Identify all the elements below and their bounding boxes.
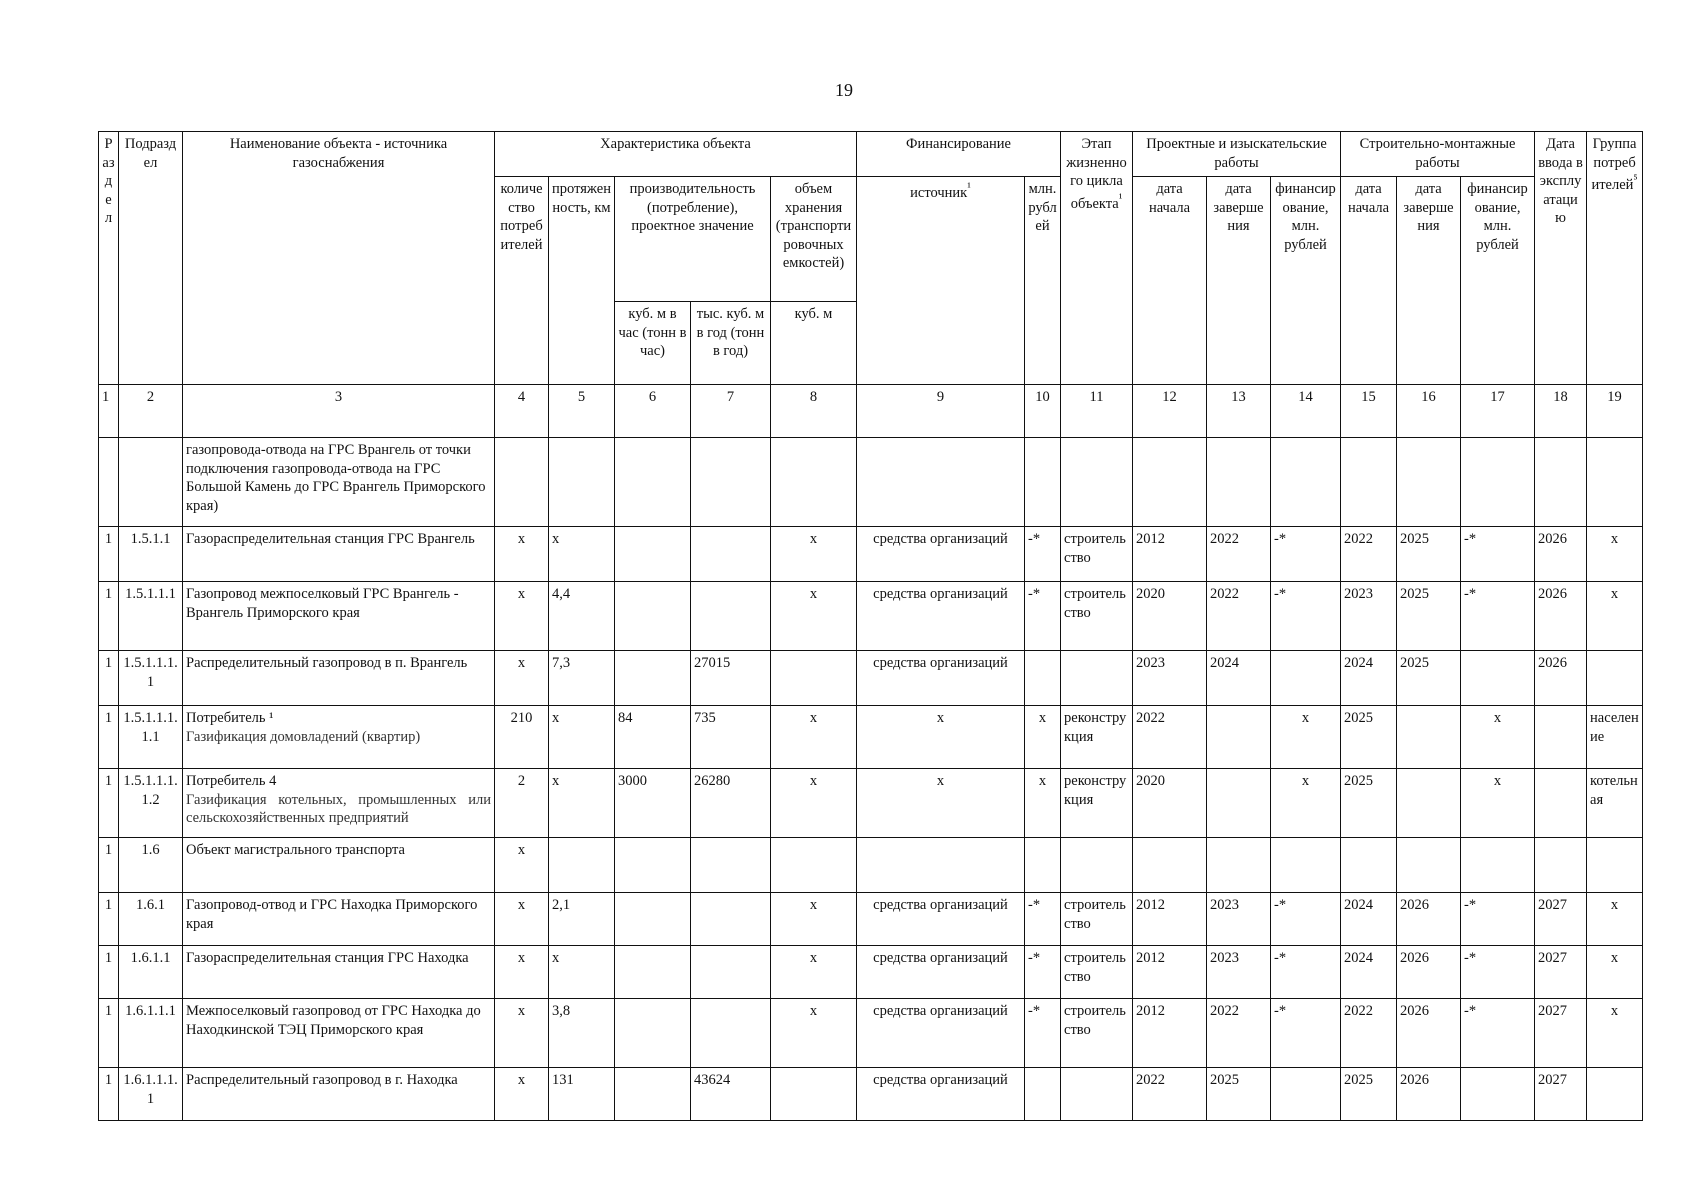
- table-cell-c11: реконструкция: [1061, 769, 1133, 838]
- table-cell-c12: 2020: [1133, 582, 1207, 651]
- table-cell-c11: строительство: [1061, 999, 1133, 1068]
- table-cell-c14: [1271, 438, 1341, 527]
- table-cell-c7: [691, 946, 771, 999]
- table-cell-c8: x: [771, 999, 857, 1068]
- table-cell-c13: 2025: [1207, 1068, 1271, 1121]
- table-cell-c10: x: [1025, 769, 1061, 838]
- table-cell-c1: 1: [99, 838, 119, 893]
- table-cell-c5: 2,1: [549, 893, 615, 946]
- table-cell-c10: [1025, 1068, 1061, 1121]
- header-consumer-count: количество потребителей: [495, 177, 549, 385]
- table-cell-c2: 1.5.1.1.1.1.2: [119, 769, 183, 838]
- table-cell-c8: [771, 438, 857, 527]
- table-cell-c11: строительство: [1061, 582, 1133, 651]
- table-cell-c19: x: [1587, 582, 1643, 651]
- table-cell-c11: строительство: [1061, 946, 1133, 999]
- table-cell-c6: [615, 582, 691, 651]
- object-name: Потребитель ¹: [186, 710, 274, 726]
- table-cell-c8: x: [771, 706, 857, 769]
- table-cell-c7: [691, 999, 771, 1068]
- table-row: [99, 769, 1643, 838]
- column-number: 13: [1207, 385, 1271, 438]
- table-cell-c15: 2022: [1341, 999, 1397, 1068]
- table-cell-c16: 2025: [1397, 527, 1461, 582]
- table-cell-c10: x: [1025, 706, 1061, 769]
- table-cell-c16: 2026: [1397, 893, 1461, 946]
- header-stage: [1061, 132, 1133, 385]
- object-name: Газораспределительная станция ГРС Врангель: [186, 531, 475, 547]
- table-cell-c15: 2025: [1341, 769, 1397, 838]
- table-cell-name: [183, 438, 495, 527]
- table-cell-c8: [771, 1068, 857, 1121]
- table-cell-c13: [1207, 838, 1271, 893]
- table-cell-c17: -*: [1461, 582, 1535, 651]
- table-cell-c12: 2012: [1133, 893, 1207, 946]
- table-cell-c7: [691, 582, 771, 651]
- header-construction-start: дата начала: [1341, 177, 1397, 385]
- table-cell-c15: 2024: [1341, 893, 1397, 946]
- table-cell-c9: [857, 438, 1025, 527]
- column-number: 6: [615, 385, 691, 438]
- column-numbers-row: [99, 385, 1643, 438]
- table-cell-c19: x: [1587, 946, 1643, 999]
- table-cell-c9: средства организаций: [857, 946, 1025, 999]
- column-number: 2: [119, 385, 183, 438]
- table-cell-name: [183, 769, 495, 838]
- table-row: [99, 999, 1643, 1068]
- header-group-mark: ⁵: [1633, 172, 1638, 187]
- object-name: Распределительный газопровод в п. Врангель: [186, 655, 468, 671]
- table-cell-c1: 1: [99, 999, 119, 1068]
- table-cell-name: [183, 651, 495, 706]
- header-razdel: Раздел: [99, 132, 119, 385]
- table-cell-c4: x: [495, 582, 549, 651]
- table-cell-c8: x: [771, 769, 857, 838]
- table-cell-c2: 1.6.1: [119, 893, 183, 946]
- table-cell-c7: [691, 838, 771, 893]
- header-mln-rub: млн. рублей: [1025, 177, 1061, 385]
- table-cell-c5: 3,8: [549, 999, 615, 1068]
- header-storage: объем хранения (транспортировочных емкостей): [771, 177, 857, 302]
- object-name: Межпоселковый газопровод от ГРС Находка до Находкинской ТЭЦ Приморского края: [186, 1003, 481, 1038]
- table-cell-c10: -*: [1025, 527, 1061, 582]
- table-cell-c5: 4,4: [549, 582, 615, 651]
- table-row: [99, 582, 1643, 651]
- header-construction-financing: финансирование, млн. рублей: [1461, 177, 1535, 385]
- table-cell-c2: 1.5.1.1: [119, 527, 183, 582]
- table-cell-c17: [1461, 651, 1535, 706]
- table-row: [99, 838, 1643, 893]
- table-cell-c18: [1535, 438, 1587, 527]
- header-podrazdel: Подраздел: [119, 132, 183, 385]
- header-characteristics: Характеристика объекта: [495, 132, 857, 177]
- table-cell-c5: x: [549, 706, 615, 769]
- table-cell-c17: x: [1461, 706, 1535, 769]
- object-name: Газопровод межпоселковый ГРС Врангель - Врангель Приморского края: [186, 586, 459, 621]
- table-cell-c2: 1.5.1.1.1.1.1: [119, 706, 183, 769]
- table-cell-c18: 2027: [1535, 893, 1587, 946]
- table-cell-c13: 2023: [1207, 946, 1271, 999]
- table-cell-c14: -*: [1271, 999, 1341, 1068]
- table-cell-c11: реконструкция: [1061, 706, 1133, 769]
- table-cell-c1: 1: [99, 946, 119, 999]
- table-cell-c15: 2023: [1341, 582, 1397, 651]
- column-number: 3: [183, 385, 495, 438]
- table-cell-c14: -*: [1271, 946, 1341, 999]
- column-number: 9: [857, 385, 1025, 438]
- table-cell-c4: 210: [495, 706, 549, 769]
- header-source-mark: ¹: [967, 180, 971, 194]
- table-cell-c14: [1271, 651, 1341, 706]
- table-cell-c12: 2022: [1133, 1068, 1207, 1121]
- column-number: 18: [1535, 385, 1587, 438]
- table-cell-c18: 2027: [1535, 999, 1587, 1068]
- table-cell-c13: 2023: [1207, 893, 1271, 946]
- table-cell-c13: 2022: [1207, 999, 1271, 1068]
- table-cell-c7: 26280: [691, 769, 771, 838]
- table-cell-c18: 2026: [1535, 582, 1587, 651]
- table-cell-c16: [1397, 769, 1461, 838]
- table-cell-c16: 2025: [1397, 582, 1461, 651]
- header-group-text: Группа потребителей: [1591, 136, 1637, 193]
- table-cell-c10: -*: [1025, 999, 1061, 1068]
- column-number: 1: [99, 385, 119, 438]
- table-cell-c16: [1397, 706, 1461, 769]
- header-row-1: [99, 132, 1643, 177]
- table-cell-c5: [549, 438, 615, 527]
- table-cell-c4: x: [495, 893, 549, 946]
- table-cell-c5: x: [549, 527, 615, 582]
- table-cell-c4: x: [495, 838, 549, 893]
- table-cell-c2: 1.6.1.1.1.1: [119, 1068, 183, 1121]
- column-number: 10: [1025, 385, 1061, 438]
- table-cell-c7: 43624: [691, 1068, 771, 1121]
- table-cell-c1: 1: [99, 527, 119, 582]
- table-cell-c15: [1341, 838, 1397, 893]
- header-design-works: Проектные и изыскательские работы: [1133, 132, 1341, 177]
- table-cell-c16: 2025: [1397, 651, 1461, 706]
- table-cell-c16: 2026: [1397, 1068, 1461, 1121]
- table-cell-c6: [615, 999, 691, 1068]
- table-cell-c1: 1: [99, 582, 119, 651]
- header-unit-storage: куб. м: [771, 302, 857, 385]
- table-cell-name: [183, 893, 495, 946]
- header-object-name: Наименование объекта - источника газоснабжения: [183, 132, 495, 385]
- object-name: Объект магистрального транспорта: [186, 842, 405, 858]
- object-description: Газификация котельных, промышленных или сельскохозяйственных предприятий: [186, 791, 491, 827]
- table-row: [99, 706, 1643, 769]
- table-cell-c11: [1061, 838, 1133, 893]
- table-cell-c14: -*: [1271, 582, 1341, 651]
- table-cell-c7: [691, 893, 771, 946]
- column-number: 17: [1461, 385, 1535, 438]
- table-cell-c9: средства организаций: [857, 893, 1025, 946]
- table-cell-c9: средства организаций: [857, 651, 1025, 706]
- table-cell-c6: [615, 946, 691, 999]
- column-number: 8: [771, 385, 857, 438]
- table-cell-c2: [119, 438, 183, 527]
- table-cell-c14: [1271, 838, 1341, 893]
- column-number: 4: [495, 385, 549, 438]
- table-cell-c12: 2020: [1133, 769, 1207, 838]
- table-cell-c19: x: [1587, 999, 1643, 1068]
- column-number: 16: [1397, 385, 1461, 438]
- table-cell-c9: [857, 838, 1025, 893]
- column-number: 11: [1061, 385, 1133, 438]
- header-design-financing: финансирование, млн. рублей: [1271, 177, 1341, 385]
- table-cell-c18: [1535, 706, 1587, 769]
- table-cell-c17: -*: [1461, 946, 1535, 999]
- object-name: Потребитель 4: [186, 773, 277, 789]
- table-cell-c19: котельная: [1587, 769, 1643, 838]
- header-construction-finish: дата завершения: [1397, 177, 1461, 385]
- header-productivity: производительность (потребление), проектное значение: [615, 177, 771, 302]
- header-consumer-group: [1587, 132, 1643, 385]
- table-cell-c9: x: [857, 706, 1025, 769]
- table-cell-c13: 2024: [1207, 651, 1271, 706]
- table-cell-c1: [99, 438, 119, 527]
- table-cell-c5: 131: [549, 1068, 615, 1121]
- table-cell-c12: 2012: [1133, 946, 1207, 999]
- table-cell-c8: x: [771, 527, 857, 582]
- table-cell-c17: [1461, 1068, 1535, 1121]
- table-cell-c17: [1461, 438, 1535, 527]
- table-cell-c15: 2025: [1341, 1068, 1397, 1121]
- table-cell-c14: -*: [1271, 527, 1341, 582]
- table-cell-c1: 1: [99, 769, 119, 838]
- table-cell-c7: 27015: [691, 651, 771, 706]
- column-number: 14: [1271, 385, 1341, 438]
- column-number: 12: [1133, 385, 1207, 438]
- table-cell-c10: -*: [1025, 893, 1061, 946]
- table-row: [99, 946, 1643, 999]
- table-cell-c18: [1535, 838, 1587, 893]
- header-design-start: дата начала: [1133, 177, 1207, 385]
- table-cell-c11: строительство: [1061, 893, 1133, 946]
- table-cell-c9: средства организаций: [857, 999, 1025, 1068]
- table-body: [99, 438, 1643, 1121]
- table-cell-c17: -*: [1461, 527, 1535, 582]
- column-number: 7: [691, 385, 771, 438]
- table-cell-c12: [1133, 438, 1207, 527]
- table-cell-c9: средства организаций: [857, 582, 1025, 651]
- table-cell-c19: [1587, 838, 1643, 893]
- page-number: 19: [835, 80, 853, 100]
- table-cell-c12: 2012: [1133, 527, 1207, 582]
- table-cell-c15: [1341, 438, 1397, 527]
- table-cell-c7: [691, 527, 771, 582]
- table-cell-c15: 2025: [1341, 706, 1397, 769]
- table-cell-c17: -*: [1461, 999, 1535, 1068]
- table-cell-c16: [1397, 438, 1461, 527]
- header-length: протяженность, км: [549, 177, 615, 385]
- table-cell-c12: [1133, 838, 1207, 893]
- table-cell-c18: 2027: [1535, 946, 1587, 999]
- table-cell-c4: x: [495, 1068, 549, 1121]
- table-cell-c12: 2022: [1133, 706, 1207, 769]
- object-name: Газораспределительная станция ГРС Находка: [186, 950, 469, 966]
- table-cell-c6: [615, 838, 691, 893]
- table-cell-c6: 84: [615, 706, 691, 769]
- header-financing: Финансирование: [857, 132, 1061, 177]
- header-unit-hour: куб. м в час (тонн в час): [615, 302, 691, 385]
- table-cell-name: [183, 838, 495, 893]
- table-cell-c6: [615, 893, 691, 946]
- table-cell-c8: x: [771, 893, 857, 946]
- table-cell-c10: [1025, 838, 1061, 893]
- table-cell-c2: 1.6.1.1.1: [119, 999, 183, 1068]
- table-cell-c18: 2027: [1535, 1068, 1587, 1121]
- gas-objects-table: [98, 131, 1643, 1121]
- table-row: [99, 893, 1643, 946]
- table-cell-name: [183, 706, 495, 769]
- table-cell-c10: -*: [1025, 582, 1061, 651]
- table-cell-c14: x: [1271, 706, 1341, 769]
- object-name: газопровода-отвода на ГРС Врангель от точки подключения газопровода-отвода на ГРС Большой Камень до ГРС Врангель Приморского края): [186, 442, 486, 514]
- table-cell-c6: [615, 438, 691, 527]
- table-cell-c4: [495, 438, 549, 527]
- table-cell-c12: 2012: [1133, 999, 1207, 1068]
- table-cell-c4: x: [495, 946, 549, 999]
- table-cell-c17: [1461, 838, 1535, 893]
- table-cell-c19: x: [1587, 893, 1643, 946]
- table-cell-c8: [771, 651, 857, 706]
- table-cell-c16: [1397, 838, 1461, 893]
- header-stage-text: Этап жизненного цикла объекта: [1066, 136, 1127, 212]
- table-cell-c4: x: [495, 651, 549, 706]
- table-cell-c2: 1.5.1.1.1: [119, 582, 183, 651]
- table-cell-c6: [615, 651, 691, 706]
- column-number: 19: [1587, 385, 1643, 438]
- table-cell-c19: [1587, 1068, 1643, 1121]
- table-cell-c10: [1025, 651, 1061, 706]
- table-cell-c16: 2026: [1397, 946, 1461, 999]
- table-cell-c9: средства организаций: [857, 527, 1025, 582]
- header-construction-works: Строительно-монтажные работы: [1341, 132, 1535, 177]
- table-cell-c15: 2022: [1341, 527, 1397, 582]
- table-cell-c12: 2023: [1133, 651, 1207, 706]
- object-description: Газификация домовладений (квартир): [186, 728, 421, 745]
- table-cell-c8: [771, 838, 857, 893]
- table-cell-c14: [1271, 1068, 1341, 1121]
- header-design-finish: дата завершения: [1207, 177, 1271, 385]
- table-cell-c6: [615, 527, 691, 582]
- table-cell-c2: 1.6.1.1: [119, 946, 183, 999]
- column-number: 15: [1341, 385, 1397, 438]
- table-cell-c7: 735: [691, 706, 771, 769]
- table-cell-c16: 2026: [1397, 999, 1461, 1068]
- table-cell-c11: [1061, 438, 1133, 527]
- header-source-text: источник: [910, 184, 968, 201]
- table-cell-c4: x: [495, 527, 549, 582]
- table-row: [99, 651, 1643, 706]
- header-stage-mark: ¹: [1118, 190, 1123, 205]
- table-cell-c8: x: [771, 946, 857, 999]
- object-name: Газопровод-отвод и ГРС Находка Приморского края: [186, 897, 478, 932]
- table-cell-c18: 2026: [1535, 527, 1587, 582]
- table-cell-name: [183, 1068, 495, 1121]
- table-cell-c8: x: [771, 582, 857, 651]
- table-cell-c18: 2026: [1535, 651, 1587, 706]
- table-cell-c17: -*: [1461, 893, 1535, 946]
- table-cell-c10: [1025, 438, 1061, 527]
- table-row: [99, 438, 1643, 527]
- table-cell-c13: 2022: [1207, 582, 1271, 651]
- header-commissioning-date: Дата ввода в эксплуатацию: [1535, 132, 1587, 385]
- table-cell-c1: 1: [99, 651, 119, 706]
- table-cell-c1: 1: [99, 893, 119, 946]
- table-cell-c14: -*: [1271, 893, 1341, 946]
- table-cell-c15: 2024: [1341, 651, 1397, 706]
- table-cell-c5: x: [549, 946, 615, 999]
- table-row: [99, 527, 1643, 582]
- table-row: [99, 1068, 1643, 1121]
- table-cell-c15: 2024: [1341, 946, 1397, 999]
- table-cell-c13: 2022: [1207, 527, 1271, 582]
- header-source: [857, 177, 1025, 385]
- table-cell-c19: [1587, 651, 1643, 706]
- table-cell-c19: [1587, 438, 1643, 527]
- table-cell-c5: [549, 838, 615, 893]
- table-cell-c13: [1207, 438, 1271, 527]
- table-cell-name: [183, 582, 495, 651]
- table-cell-c11: [1061, 651, 1133, 706]
- table-cell-c18: [1535, 769, 1587, 838]
- table-cell-c10: -*: [1025, 946, 1061, 999]
- table-cell-c5: x: [549, 769, 615, 838]
- table-cell-c5: 7,3: [549, 651, 615, 706]
- table-cell-c1: 1: [99, 706, 119, 769]
- table-cell-name: [183, 946, 495, 999]
- table-cell-c11: [1061, 1068, 1133, 1121]
- table-cell-c6: [615, 1068, 691, 1121]
- table-cell-c4: 2: [495, 769, 549, 838]
- table-cell-c14: x: [1271, 769, 1341, 838]
- table-cell-name: [183, 999, 495, 1068]
- table-cell-c19: x: [1587, 527, 1643, 582]
- table-cell-c6: 3000: [615, 769, 691, 838]
- table-cell-name: [183, 527, 495, 582]
- table-cell-c4: x: [495, 999, 549, 1068]
- table-cell-c1: 1: [99, 1068, 119, 1121]
- table-cell-c2: 1.5.1.1.1.1: [119, 651, 183, 706]
- table-cell-c9: средства организаций: [857, 1068, 1025, 1121]
- table-cell-c11: строительство: [1061, 527, 1133, 582]
- header-unit-year: тыс. куб. м в год (тонн в год): [691, 302, 771, 385]
- table-cell-c2: 1.6: [119, 838, 183, 893]
- table-cell-c13: [1207, 769, 1271, 838]
- table-cell-c19: население: [1587, 706, 1643, 769]
- table-cell-c13: [1207, 706, 1271, 769]
- table-cell-c17: x: [1461, 769, 1535, 838]
- column-number: 5: [549, 385, 615, 438]
- object-name: Распределительный газопровод в г. Находка: [186, 1072, 458, 1088]
- table-cell-c7: [691, 438, 771, 527]
- table-cell-c9: x: [857, 769, 1025, 838]
